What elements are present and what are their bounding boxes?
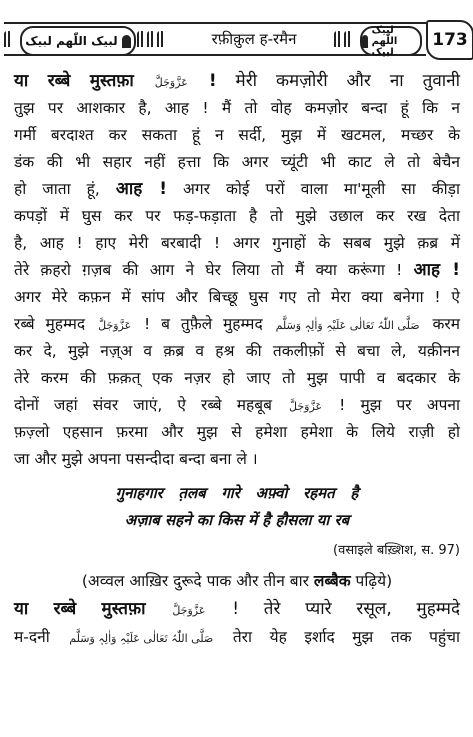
labbaik-text-left: لبیک اللّٰھم لبیک — [25, 34, 118, 48]
header-top-rule — [4, 22, 426, 24]
text-line-6: कपड़ों में घुस कर पर फड़-फड़ाता है तो मुझे उछाल कर रख देता — [14, 207, 460, 225]
couplet-line-2: अज़ाब सहने का किस में है हौसला या रब — [124, 511, 350, 529]
header-ornament-middle — [137, 27, 173, 51]
text-line-15: जा और मुझे अपना पसन्दीदा बन्दा बना ले । — [14, 450, 258, 468]
text-segment: म-दनी — [14, 628, 50, 646]
text-line-11: कर दे, मुझे नज़्अ व क़ब्र व हश्र की तकलीफ़ों से बचा ले, यक़ीनन — [14, 342, 460, 360]
arabic-honorific: عَزَّوَجَلَّ — [289, 400, 323, 413]
arabic-salutation: صَلَّی اللّٰہُ تَعَالٰی عَلَیْہِ وَاٰلِہٖ وَسَلَّم — [69, 632, 214, 645]
bold-phrase: लब्बैक — [313, 572, 351, 590]
text-segment: पढ़िये) — [355, 572, 393, 590]
text-segment: तेरे क़हरो ग़ज़ब की आग ने घेर लिया तो मैं क्या करूंगा ! — [14, 261, 403, 279]
kaaba-icon — [362, 35, 368, 48]
text-segment: ! मुझ पर अपना — [339, 396, 460, 414]
arabic-salutation: صَلَّی اللّٰہُ تَعَالٰی عَلَیْہِ وَاٰلِہٖ وَسَلَّم — [275, 319, 420, 332]
dome-icon — [122, 35, 131, 48]
text-segment: (अव्वल आख़िर दुरूदे पाक और तीन बार — [81, 572, 309, 590]
running-title: रफ़ीक़ुल ह-रमैन — [211, 30, 297, 48]
text-segment: रब्बे मुहम्मद — [14, 315, 86, 333]
text-line-17 — [14, 624, 460, 652]
bold-phrase: या रब्बे मुस्तफ़ा — [14, 71, 134, 91]
text-line-16 — [14, 596, 460, 624]
arabic-honorific: عَزَّوَجَلَّ — [98, 319, 132, 332]
arabic-honorific: عَزَّوَجَلَّ — [172, 604, 206, 617]
bold-phrase: या रब्बे मुस्तफ़ा — [14, 599, 146, 619]
instruction-line — [14, 568, 460, 596]
header-cartouche-left — [20, 26, 136, 56]
text-line-9: अगर मेरे कफ़न में सांप और बिच्छू घुस गए तो मेरा क्या बनेगा ! ऐ — [14, 288, 460, 306]
text-line-7: है, आह ! हाए मेरी बरबादी ! अगर गुनाहों के सबब मुझे क़ब्र में — [14, 234, 460, 252]
text-segment: ! तेरे प्यारे रसूल, मुहम्मदे — [232, 599, 460, 619]
text-segment: मेरी कमज़ोरी और ना तुवानी — [235, 71, 461, 91]
text-line-5 — [14, 176, 460, 204]
exclamation: ! — [208, 71, 217, 91]
text-line-4: डंक की भी सहार नहीं हत्ता कि अगर च्यूंटी भी काट ले तो बेचैन — [14, 153, 460, 171]
text-line-8 — [14, 257, 460, 285]
text-line-14: फ़ज़्लो एहसान फ़रमा और मुझ से हमेशा हमेशा के लिये राज़ी हो — [14, 423, 460, 441]
text-segment: दोनों जहां संवर जाएं, ऐ रब्बे महबूब — [14, 396, 272, 414]
text-segment: अगर कोई परों वाला मा'मूली सा कीड़ा — [183, 180, 460, 198]
text-segment: तेरा येह इर्शाद मुझ तक पहुंचा — [232, 628, 461, 646]
arabic-honorific: عَزَّوَجَلَّ — [154, 76, 188, 89]
text-segment: हो जाता हूं, — [14, 180, 100, 198]
page-number: 173 — [426, 20, 473, 60]
bold-phrase: आह ! — [413, 260, 460, 280]
text-line-1 — [14, 68, 460, 96]
text-line-13 — [14, 392, 460, 420]
header-cartouche-right — [360, 26, 422, 56]
page-header — [4, 20, 470, 58]
text-line-10 — [14, 311, 460, 339]
text-line-2: तुझ पर आशकार है, आह ! मैं तो वोह कमज़ोर बन्दा हूं कि न — [14, 99, 460, 117]
text-line-12: तेरे करम की फ़क़त् एक नज़र हो जाए तो मुझ पापी व बदकार के — [14, 369, 460, 387]
text-line-3: गर्मी बरदाश्त कर सकता हूं न सर्दी, मुझ में खटमल, मच्छर के — [14, 126, 460, 144]
labbaik-text-right: لبیک اللّٰھم لبیک — [371, 24, 398, 58]
header-ornament-right — [334, 27, 360, 51]
reference: (वसाइले बख़्शिश, स. 97) — [333, 543, 460, 558]
text-segment: ! ब तुफ़ैले मुहम्मद — [144, 315, 263, 333]
couplet-line-1: गुनाहगार त़लब गारे अफ़्वो रहमत है — [115, 484, 359, 502]
header-ornament-left — [4, 27, 20, 51]
text-segment: करम — [432, 315, 460, 333]
bold-phrase: आह ! — [115, 179, 168, 199]
